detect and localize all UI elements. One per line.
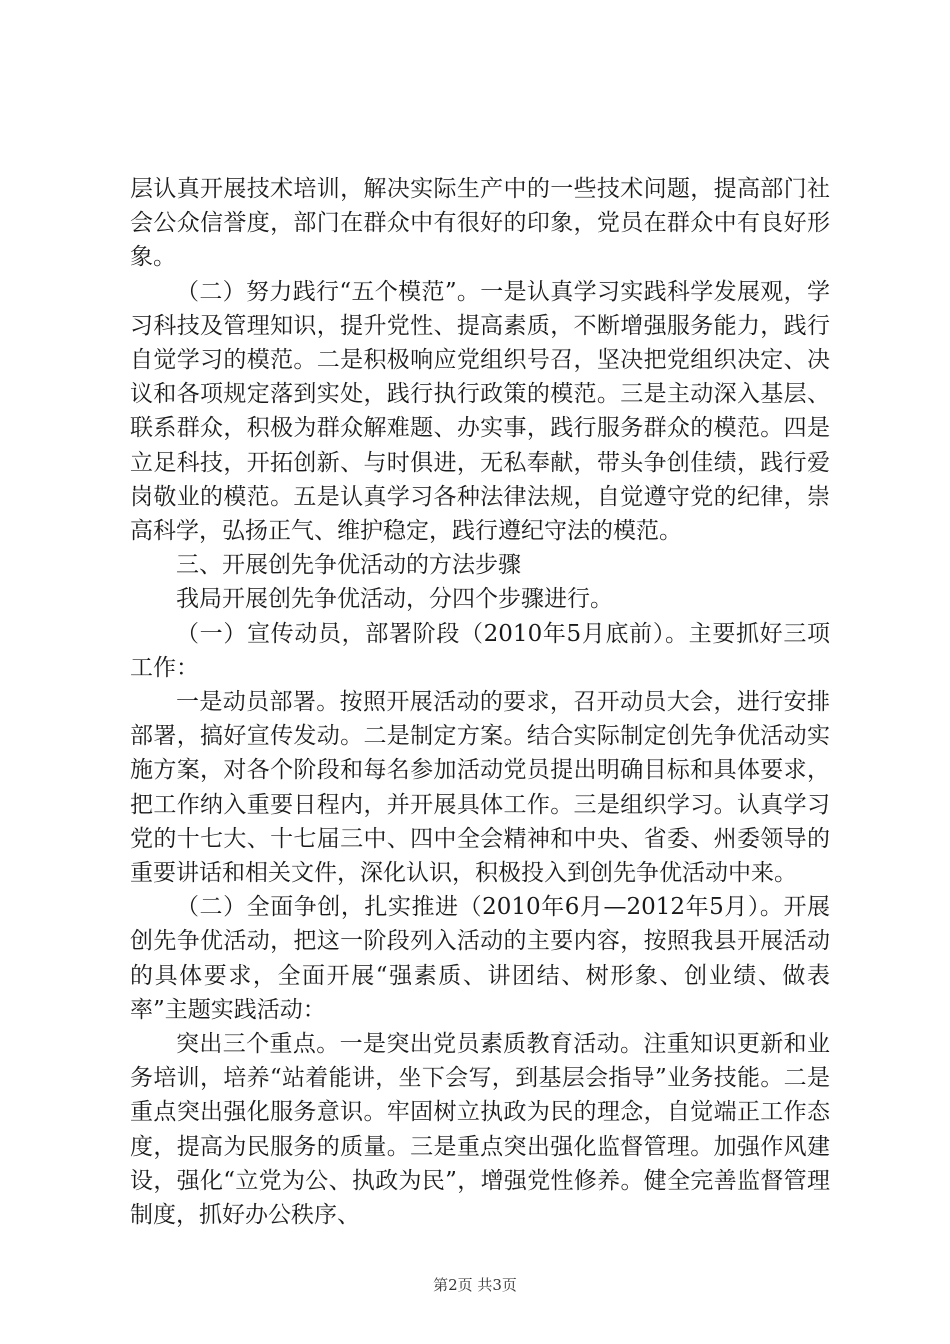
paragraph-mobilization: 一是动员部署。按照开展活动的要求，召开动员大会，进行安排部署，搞好宣传发动。二是制定方案。结合实际制定创先争优活动实施方案，对各个阶段和每名参加活动党员提出明确目标和具体要求，把工作纳入重要日程内，并开展具体工作。三是组织学习。认真学习党的十七大、十七届三中、四中全会精神和中央、省委、州委领导的重要讲话和相关文件，深化认识，积极投入到创先争优活动中来。 (130, 689, 830, 887)
paragraph-three-focuses: 突出三个重点。一是突出党员素质教育活动。注重知识更新和业务培训，培养“站着能讲，坐下会写，到基层会指导”业务技能。二是重点突出强化服务意识。牢固树立执政为民的理念，自觉端正工作态度，提高为民服务的质量。三是重点突出强化监督管理。加强作风建设，强化“立党为公、执政为民”，增强党性修养。健全完善监督管理制度，抓好办公秩序、 (130, 1031, 830, 1229)
document-body (130, 172, 830, 1232)
paragraph-four-steps: 我局开展创先争优活动，分四个步骤进行。 (176, 586, 613, 613)
page-number-footer: 第2页 共3页 (433, 1276, 517, 1294)
paragraph-five-models: （二）努力践行“五个模范”。一是认真学习实践科学发展观，学习科技及管理知识，提升党性、提高素质，不断增强服务能力，践行自觉学习的模范。二是积极响应党组织号召，坚决把党组织决定、决议和各项规定落到实处，践行执行政策的模范。三是主动深入基层、联系群众，积极为群众解难题、办实事，践行服务群众的模范。四是立足科技，开拓创新、与时俱进，无私奉献，带头争创佳绩，践行爱岗敬业的模范。五是认真学习各种法律法规，自觉遵守党的纪律，崇高科学，弘扬正气、维护稳定，践行遵纪守法的模范。 (130, 278, 830, 545)
paragraph-continuation: 层认真开展技术培训，解决实际生产中的一些技术问题，提高部门社会公众信誉度，部门在群众中有很好的印象，党员在群众中有良好形象。 (130, 176, 830, 271)
paragraph-step-one: （一）宣传动员，部署阶段（2010年5月底前）。主要抓好三项工作： (130, 620, 830, 681)
paragraph-step-two: （二）全面争创，扎实推进（2010年6月—2012年5月）。开展创先争优活动，把这一阶段列入活动的主要内容，按照我县开展活动的具体要求，全面开展“强素质、讲团结、树形象、创业绩、做表率”主题实践活动： (130, 894, 830, 1023)
section-heading-methods: 三、开展创先争优活动的方法步骤 (176, 552, 521, 579)
